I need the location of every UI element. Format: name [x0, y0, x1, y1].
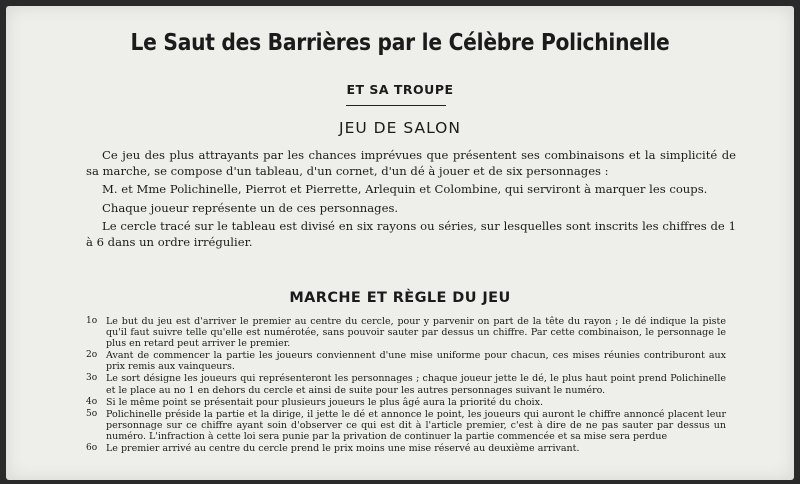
section-heading-game: JEU DE SALON: [339, 119, 461, 137]
section-heading-rules: MARCHE ET RÈGLE DU JEU: [289, 290, 511, 306]
rule-number: 5o: [86, 408, 98, 419]
rule-text: Avant de commencer la partie les joueurs conviennent d'une mise uniforme pour chacun, ces mises réunies contriburont aux prix remis aux vainqueurs.: [106, 350, 726, 373]
intro-paragraph: Chaque joueur représente un de ces personnages.: [102, 200, 399, 215]
document-subtitle: ET SA TROUPE: [346, 82, 454, 97]
rule-item: [86, 373, 726, 395]
document-title: Le Saut des Barrières par le Célèbre Polichinelle: [130, 30, 670, 56]
rule-number: 3o: [86, 373, 98, 384]
intro-paragraph: M. et Mme Polichinelle, Pierrot et Pierrette, Arlequin et Colombine, qui serviront à marquer les coups.: [102, 182, 708, 197]
rule-item: [86, 443, 726, 454]
rules-list: [86, 316, 726, 455]
rule-number: 4o: [86, 396, 98, 407]
rule-text: Le premier arrivé au centre du cercle prend le prix moins une mise réservé au deuxième arrivant.: [106, 443, 580, 455]
rule-item: [86, 316, 726, 349]
document-card: [6, 6, 794, 480]
rule-item: [86, 350, 726, 372]
intro-paragraph: Ce jeu des plus attrayants par les chances imprévues que présentent ses combinaisons et la simplicité de sa marche, se compose d'un tableau, d'un cornet, d'un dé à jouer et de six personnages :: [86, 148, 736, 178]
intro-paragraph: Le cercle tracé sur le tableau est divisé en six rayons ou séries, sur lesquelles sont inscrits les chiffres de 1 à 6 dans un ordre irrégulier.: [86, 219, 736, 249]
rule-text: Polichinelle préside la partie et la dirige, il jette le dé et annonce le point, les joueurs qui auront le chiffre annoncé placent leur personnage sur ce chiffre ayant soin d'observer ce qui est dit à l'article premier, c'est à dire de ne pas sauter par dessus un numéro. L'infraction à cette loi sera punie par la privation de continuer la partie commencée et sa mise sera perdue: [106, 408, 726, 442]
rule-text: Si le même point se présentait pour plusieurs joueurs le plus âgé aura la priorité du choix.: [106, 396, 543, 408]
rule-text: Le but du jeu est d'arriver le premier au centre du cercle, pour y parvenir on part de la tête du rayon ; le dé indique la piste qu'il faut suivre telle qu'elle est numérotée, sans pouvoir sauter par dessus un chiffre. Par cette combinaison, le personnage le plus en retard peut arriver le premier.: [106, 316, 726, 350]
rule-number: 2o: [86, 350, 98, 361]
rule-number: 1o: [86, 316, 98, 326]
rule-number: 6o: [86, 443, 98, 454]
rule-item: [86, 409, 726, 442]
rule-text: Le sort désigne les joueurs qui représenteront les personnages ; chaque joueur jette le dé, le plus haut point prend Polichinelle et le place au no 1 en dehors du cercle et ainsi de suite pour les autres personnages suivant le numéro.: [106, 373, 726, 396]
intro-text: [86, 148, 736, 254]
title-divider: [346, 105, 446, 106]
rule-item: [86, 397, 726, 408]
